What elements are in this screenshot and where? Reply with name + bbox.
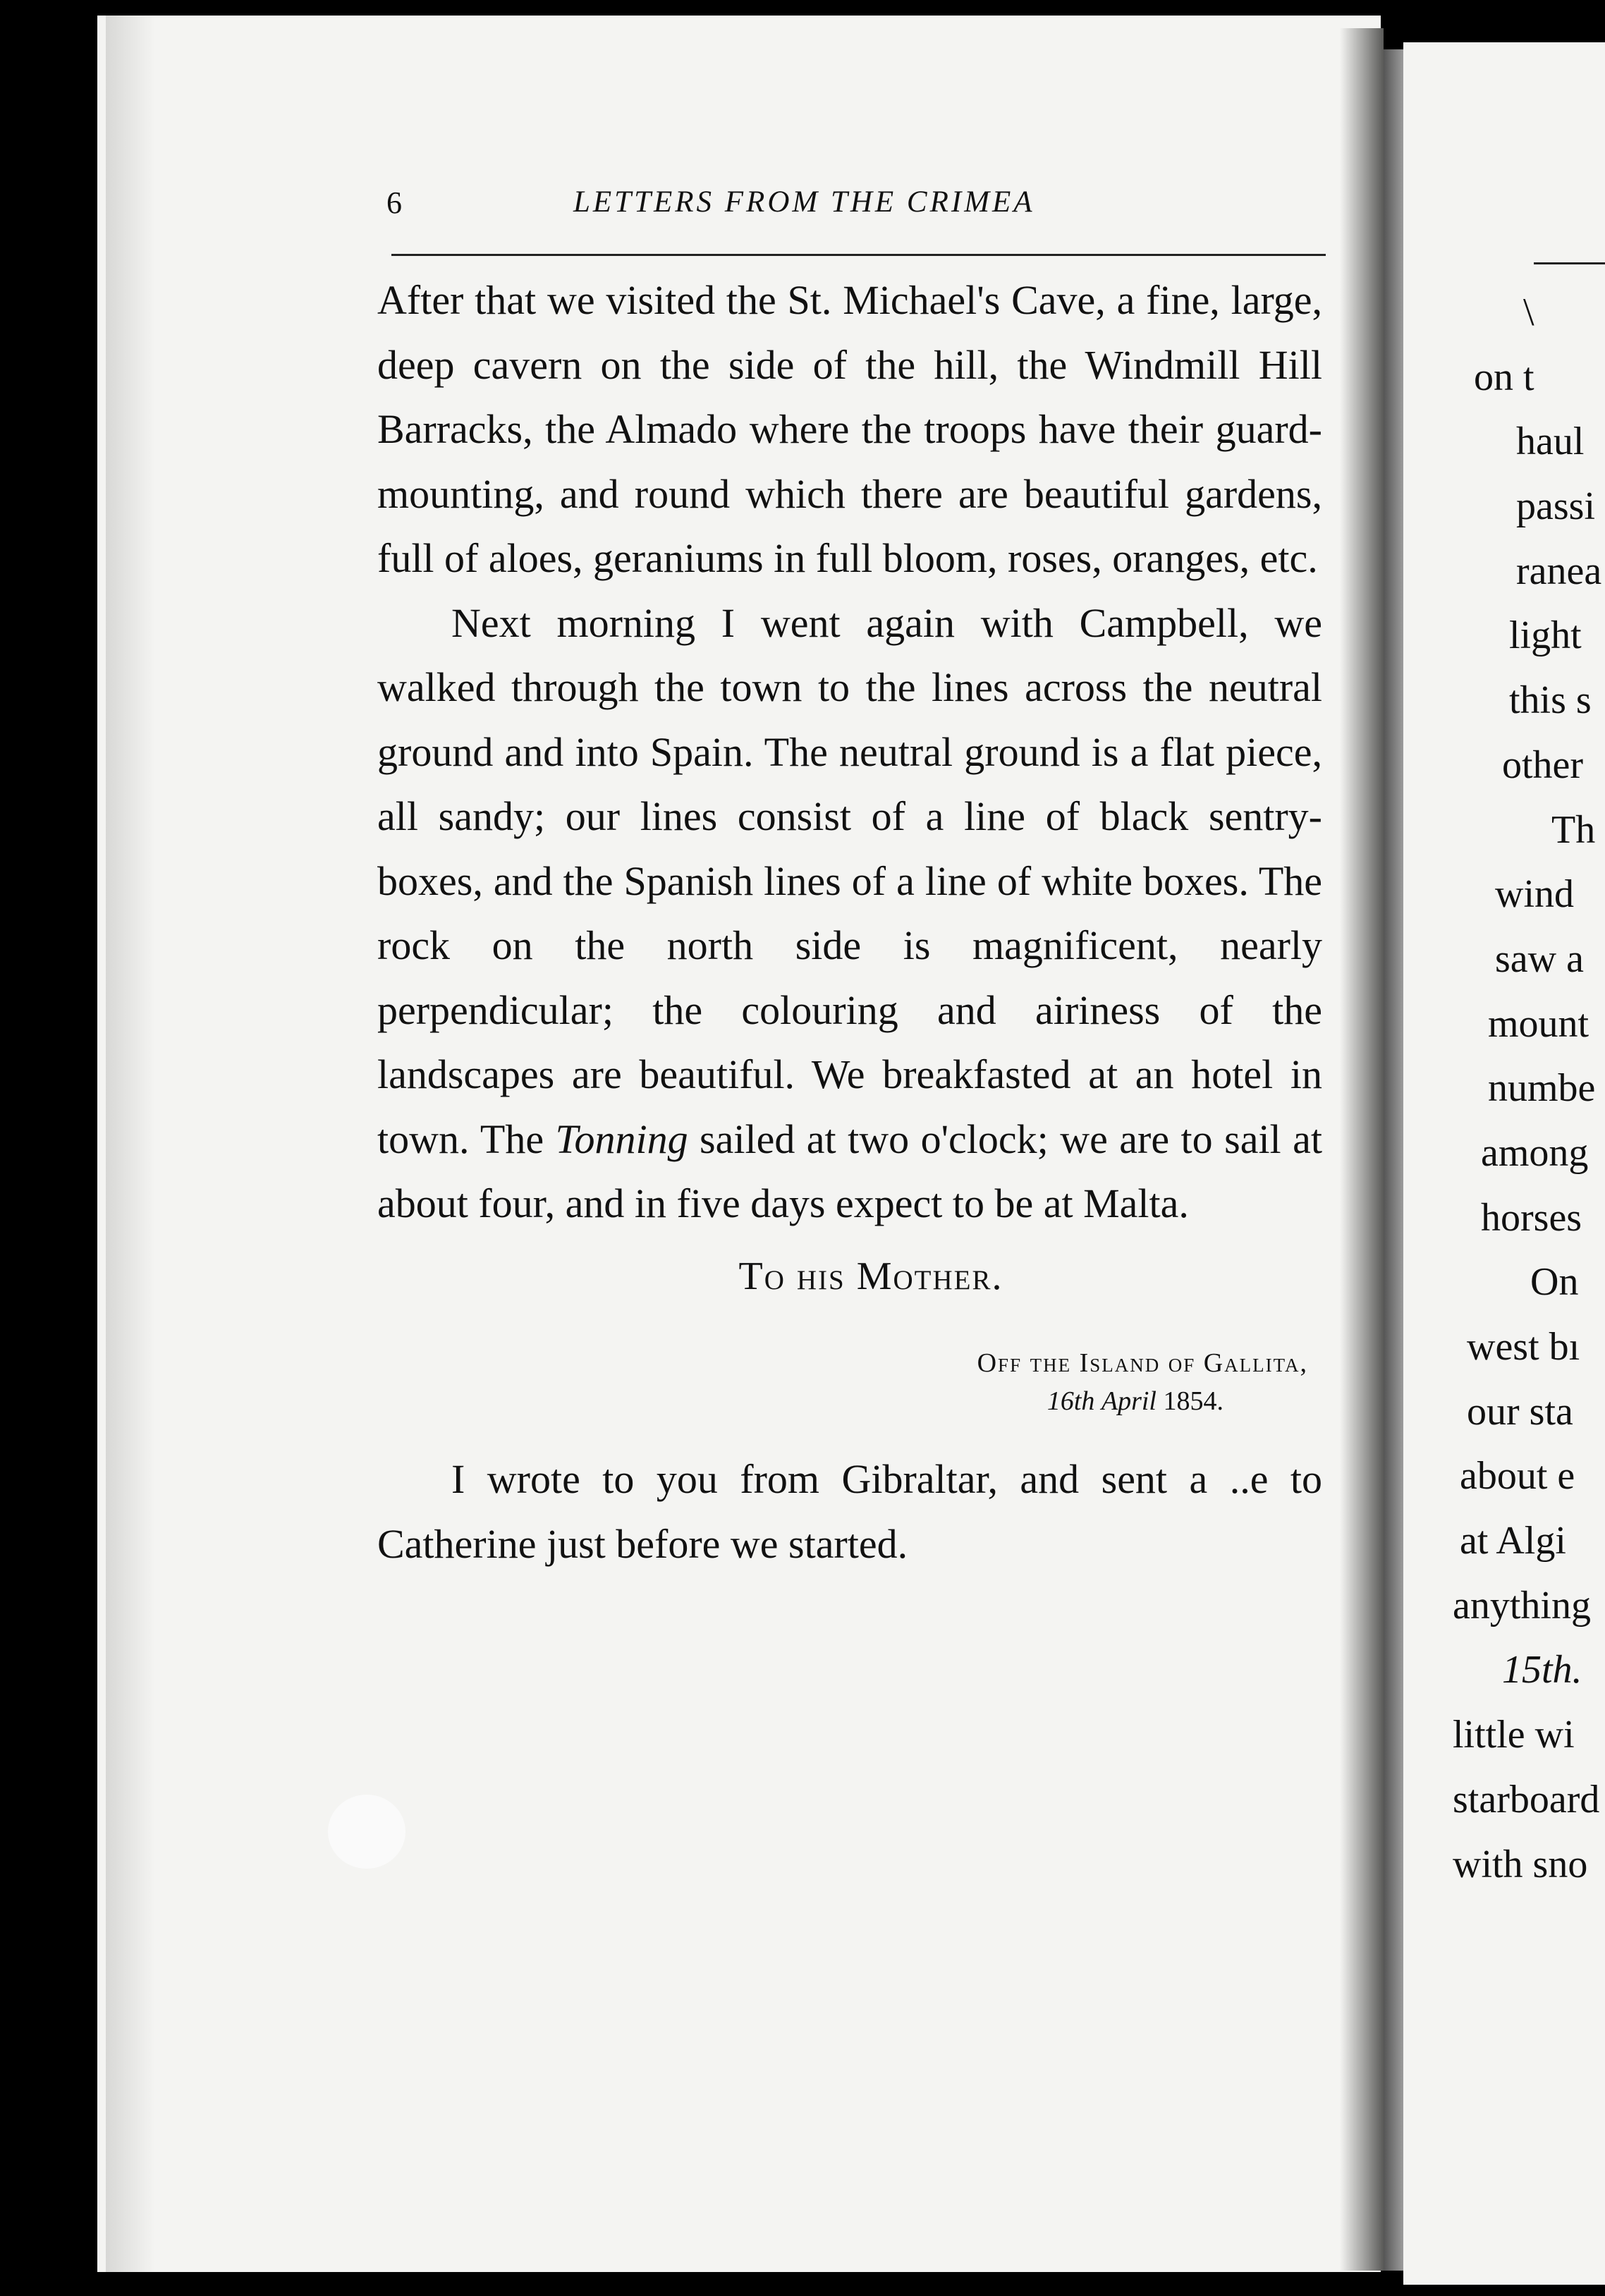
- paragraph-3: I wrote to you from Gibraltar, and sent a ..e to Catherine just before we started.: [377, 1456, 1322, 1567]
- right-line: anything: [1453, 1583, 1591, 1628]
- right-line: at Algi: [1460, 1519, 1566, 1563]
- dateline-day: 16th: [1046, 1386, 1095, 1416]
- ship-name: Tonning: [555, 1116, 688, 1162]
- right-line: numbe: [1488, 1066, 1596, 1111]
- right-line: haul: [1516, 420, 1585, 464]
- right-line: other: [1502, 743, 1584, 787]
- dateline: [377, 1344, 1322, 1420]
- running-title: LETTERS FROM THE CRIMEA: [573, 185, 1035, 219]
- right-line: west bı: [1467, 1325, 1580, 1369]
- right-line: wind: [1495, 872, 1574, 917]
- gutter-shadow: [1340, 28, 1384, 2271]
- letter-heading: To his Mother.: [738, 1254, 1003, 1298]
- right-line: mount: [1488, 1001, 1589, 1046]
- right-line: with sno: [1453, 1842, 1588, 1886]
- right-line: little wi: [1453, 1713, 1575, 1757]
- paragraph-2: [377, 591, 1322, 1236]
- right-line: saw a: [1495, 936, 1584, 981]
- right-line: this s: [1509, 678, 1592, 723]
- right-line: On: [1530, 1260, 1579, 1305]
- page-stain: [328, 1795, 405, 1869]
- right-page-text: [1453, 281, 1605, 1897]
- paragraph-2-text-a: Next morning I went again with Campbell, we walked through the town to the lines across the neutral ground and into Spain. The neutral ground is a flat piece, all sandy; our lines consist of a line of black sentry-boxes, and the Spanish lines of a line of white boxes. The rock on the north side is magnificent, nearly perpendicular; the colouring and airiness of the landscapes are beautiful. We breakfasted at an hotel in town. The: [377, 599, 1322, 1162]
- paragraph-1: After that we visited the St. Michael's Cave, a fine, large, deep cavern on the side of the hill, the Windmill Hill Barracks, the Almado where the troops have their guard-mounting, and round which there are beautiful gardens, full of aloes, geraniums in full bloom, roses, oranges, etc.: [377, 277, 1322, 581]
- right-line: \: [1523, 291, 1534, 334]
- right-line: 15th.: [1502, 1648, 1582, 1692]
- right-page-rule: [1534, 262, 1605, 264]
- dateline-place: Off the Island of Gallita,: [977, 1348, 1308, 1378]
- dateline-year: 1854.: [1163, 1386, 1223, 1416]
- running-head: [386, 185, 1324, 231]
- page-number: 6: [386, 185, 402, 220]
- right-line: about e: [1460, 1454, 1575, 1498]
- right-line: on t: [1474, 355, 1534, 399]
- right-line: light: [1509, 613, 1582, 658]
- right-line: horses: [1481, 1195, 1582, 1240]
- right-line: starboard: [1453, 1777, 1600, 1821]
- right-line: Th: [1551, 807, 1596, 852]
- page-edge: [106, 16, 155, 2272]
- right-line: ranea: [1516, 549, 1602, 593]
- page-body: [377, 268, 1322, 1576]
- header-rule: [391, 254, 1326, 256]
- right-line: passi: [1516, 484, 1595, 529]
- dateline-month: April: [1101, 1386, 1157, 1416]
- right-line: our sta: [1467, 1389, 1573, 1434]
- paragraph-2-text-b: sailed at two o'clock; we are to sail at about four, and in five days expect to be at Malta.: [377, 1116, 1322, 1226]
- right-line: among: [1481, 1130, 1589, 1175]
- dateline-date: [377, 1382, 1308, 1420]
